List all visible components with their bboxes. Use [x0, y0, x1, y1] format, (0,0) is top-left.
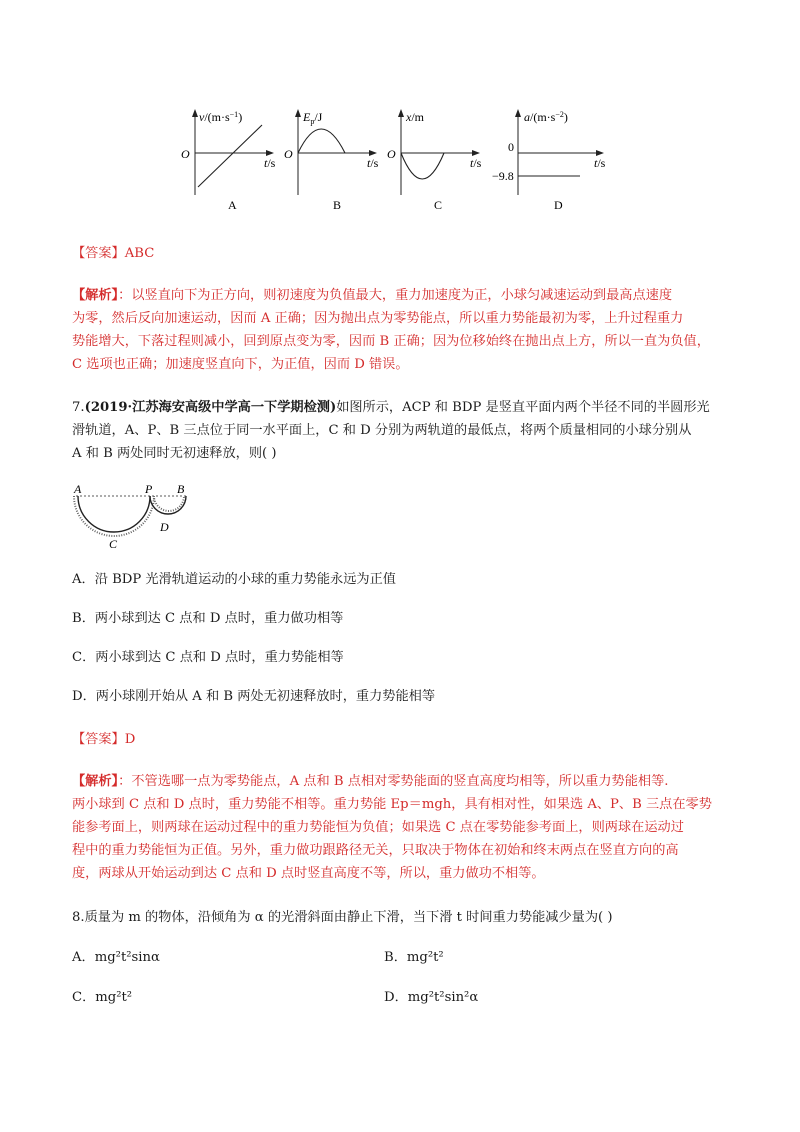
q7-analysis-line-4: 程中的重力势能恒为正值。另外，重力做功跟路径无关，只取决于物体在初始和终末两点在竖直方向的高 — [72, 843, 679, 858]
q8-option-a: A．mg²t²sinα — [72, 950, 160, 965]
svg-text:−9.8: −9.8 — [492, 169, 514, 183]
q6-analysis-line-4: C 选项也正确；加速度竖直向下，为正值，因而 D 错误。 — [72, 357, 409, 372]
q8-option-c: C．mg²t² — [72, 990, 133, 1005]
graph-d — [492, 109, 606, 212]
q7-analysis-line-2: 两小球到 C 点和 D 点时，重力势能不相等。重力势能 Ep＝mgh，具有相对性，如果选 A、P、B 三点在零势 — [72, 797, 712, 812]
q6-answer: 【答案】ABC — [72, 246, 155, 261]
q7-label-d: D — [160, 520, 169, 534]
q7-stem-line-3: A 和 B 两处同时无初速释放，则( ) — [72, 446, 277, 461]
q8-option-b: B．mg²t² — [384, 950, 444, 965]
q7-stem-line-1: 7.(2019·江苏海安高级中学高一下学期检测)如图所示，ACP 和 BDP 是竖直平面内两个半径不同的半圆形光 — [72, 400, 710, 415]
q7-label-b: B — [177, 484, 185, 496]
svg-text:A: A — [228, 198, 237, 212]
q7-answer: 【答案】D — [72, 732, 136, 747]
q7-label-p: P — [145, 484, 153, 496]
svg-text:0: 0 — [508, 140, 514, 154]
svg-text:D: D — [554, 198, 563, 212]
svg-text:Ep/J: $E_p/J$ — [303, 110, 323, 126]
q6-analysis-line-2: 为零，然后反向加速运动，因而 A 正确；因为抛出点为零势能点，所以重力势能最初为零，上升过程重力 — [72, 311, 684, 326]
q7-track-figure — [70, 484, 195, 554]
q7-label-c: C — [109, 537, 118, 551]
svg-text:t/s: t/s — [470, 156, 482, 170]
q7-option-b: B．两小球到达 C 点和 D 点时，重力做功相等 — [72, 611, 344, 626]
q6-analysis-head: 【解析】 — [72, 288, 119, 303]
q7-option-d: D．两小球刚开始从 A 和 B 两处无初速释放时，重力势能相等 — [72, 689, 436, 704]
svg-text:t/s: t/s — [367, 156, 379, 170]
motion-graphs-figure — [170, 95, 630, 220]
q7-label-a: A — [74, 484, 82, 496]
svg-text:B: B — [333, 198, 342, 212]
svg-text:C: C — [434, 198, 443, 212]
q7-analysis-line-1: 【解析】：不管选哪一点为零势能点，A 点和 B 点相对零势能面的竖直高度均相等，所以重力势能相等. — [72, 774, 669, 789]
graph-b — [284, 109, 379, 212]
svg-text:a/(m·s−2): $a/(m\cdot s^{-2})$ — [524, 110, 568, 124]
q7-analysis-line-5: 度，两球从开始运动到达 C 点和 D 点时竖直高度不等，所以，重力做功不相等。 — [72, 866, 545, 881]
q7-source: (2019·江苏海安高级中学高一下学期检测) — [84, 400, 337, 415]
svg-text:x/m: x/m — [406, 110, 424, 124]
svg-text:t/s: t/s — [264, 156, 276, 170]
q7-number: 7. — [72, 400, 85, 415]
svg-text:v/(m·s−1): $v/(m\cdot s^{-1})$ — [199, 110, 243, 124]
q7-analysis-line-3: 能参考面上，则两球在运动过程中的重力势能恒为负值；如果选 C 点在零势能参考面上，则两球在运动过 — [72, 820, 684, 835]
svg-text:t/s: t/s — [594, 156, 606, 170]
q7-stem-line-2: 滑轨道，A、P、B 三点位于同一水平面上，C 和 D 分别为两轨道的最低点，将两个质量相同的小球分别从 — [72, 423, 692, 438]
graph-c — [387, 109, 482, 212]
q7-option-c: C．两小球到达 C 点和 D 点时，重力势能相等 — [72, 650, 344, 665]
q7-option-a: A．沿 BDP 光滑轨道运动的小球的重力势能永远为正值 — [72, 572, 396, 587]
q7-analysis-head: 【解析】 — [72, 774, 119, 789]
q8-option-d: D．mg²t²sin²α — [384, 990, 479, 1005]
q6-analysis-line-3: 势能增大，下落过程则减小，回到原点变为零，因而 B 正确；因为位移始终在抛出点上方，所以一直为负值， — [72, 334, 710, 349]
graph-row — [170, 95, 630, 220]
graph-a — [181, 109, 276, 212]
q8-stem: 8.质量为 m 的物体，沿倾角为 α 的光滑斜面由静止下滑，当下滑 t 时间重力势能减少量为( ) — [72, 910, 613, 925]
svg-text:O: O — [387, 147, 396, 161]
svg-text:O: O — [181, 147, 190, 161]
svg-text:O: O — [284, 147, 293, 161]
q6-analysis-line-1: 【解析】：以竖直向下为正方向，则初速度为负值最大，重力加速度为正，小球匀减速运动到最高点速度 — [72, 288, 673, 303]
